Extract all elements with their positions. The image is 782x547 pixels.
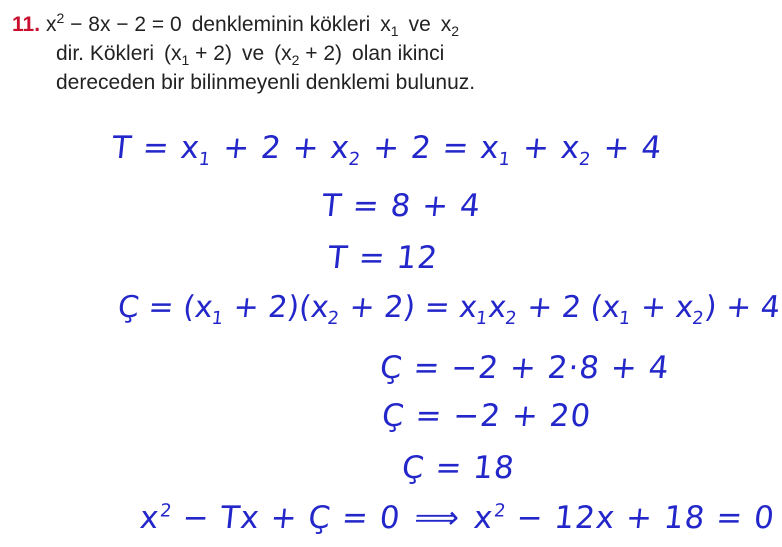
s4a-sub: 1	[210, 308, 225, 329]
s4c: + 2) = x	[338, 290, 479, 325]
s1b-sub: 2	[347, 149, 363, 171]
r1-open: (x	[164, 42, 182, 65]
s4a: Ç = (x	[116, 290, 215, 325]
s4e-sub: 1	[617, 308, 632, 329]
solution-line-6: Ç = −2 + 20	[380, 398, 594, 434]
s8a-exp: 2	[158, 500, 174, 522]
s4g: ) + 4	[703, 290, 782, 325]
r2-open: (x	[274, 42, 292, 65]
s8c: x	[472, 500, 496, 536]
s4d-sub: 2	[503, 308, 518, 329]
s4b-sub: 2	[326, 308, 340, 329]
problem-number: 11.	[12, 13, 41, 36]
r1-close: + 2)	[189, 42, 232, 65]
solution-line-4	[116, 290, 782, 329]
s1b: + 2 + x	[210, 130, 352, 166]
s4f: + x	[629, 290, 696, 325]
s1e: + 4	[590, 130, 664, 166]
problem-line-2	[12, 39, 712, 68]
eq-x: x	[46, 13, 57, 36]
text-start: dir. Kökleri	[56, 42, 155, 65]
s1d: + x	[510, 130, 583, 166]
s1c-sub: 1	[497, 149, 513, 171]
s4e: + 2 (x	[515, 290, 622, 325]
solution-line-2: T = 8 + 4	[320, 188, 483, 224]
solution-line-7: Ç = 18	[400, 450, 517, 486]
s1d-sub: 2	[577, 149, 593, 171]
s1a: T = x	[110, 130, 202, 166]
s8c-exp: 2	[492, 500, 508, 522]
r2-sub: 2	[291, 52, 300, 69]
s4d: x	[486, 290, 509, 325]
s1a-sub: 1	[197, 149, 213, 171]
r2-close: + 2)	[299, 42, 343, 65]
s8b: − Tx + Ç = 0	[169, 500, 403, 536]
problem-line-1	[12, 10, 712, 39]
and-word: ve	[408, 13, 431, 36]
solution-line-5: Ç = −2 + 2·8 + 4	[378, 350, 672, 386]
eq-exponent: 2	[56, 10, 65, 26]
solution-line-3: T = 12	[326, 240, 440, 276]
s4b: + 2)(x	[222, 290, 331, 325]
s8a: x	[138, 500, 162, 536]
problem-statement	[12, 10, 712, 97]
root1-var: x	[380, 13, 391, 36]
equation	[46, 10, 182, 36]
text-end: olan ikinci	[352, 42, 445, 65]
s1c: + 2 = x	[360, 130, 502, 166]
problem-line-3: dereceden bir bilinmeyenli denklemi bulunuz.	[56, 71, 476, 94]
solution-line-8	[138, 500, 777, 536]
s4f-sub: 2	[691, 308, 705, 329]
s4c-sub: 1	[474, 308, 489, 329]
eq-rest: − 8x − 2 = 0	[64, 13, 182, 36]
root1-sub: 1	[390, 23, 399, 40]
solution-line-1	[110, 130, 664, 171]
r1-sub: 1	[181, 52, 190, 69]
s8d: − 12x + 18 = 0	[503, 500, 777, 536]
and-word-2: ve	[241, 42, 265, 65]
implies-arrow-icon: ⟹	[412, 500, 462, 536]
text-roots: denkleminin kökleri	[191, 13, 371, 36]
root2-sub: 2	[451, 23, 460, 40]
root2-var: x	[440, 13, 452, 36]
